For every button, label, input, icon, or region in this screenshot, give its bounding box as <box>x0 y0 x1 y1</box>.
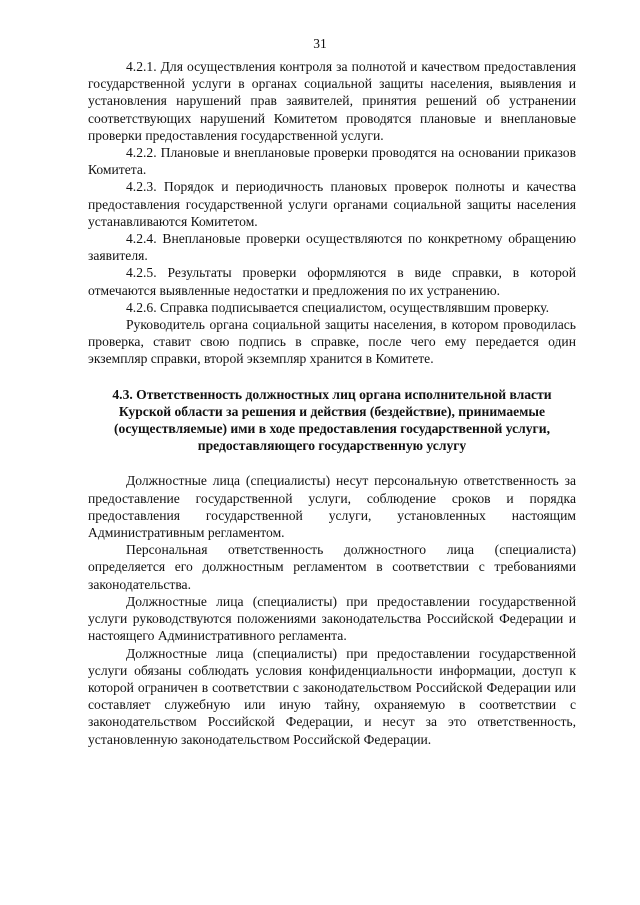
paragraph-head-signature: Руководитель органа социальной защиты населения, в котором проводилась проверка, ставит свою подпись в справке, после чего ему передается один экземпляр справки, второй экземпляр хранится в Комитете. <box>88 317 576 367</box>
paragraph-4-2-2: 4.2.2. Плановые и внеплановые проверки проводятся на основании приказов Комитета. <box>88 145 576 178</box>
section-heading-4-3: 4.3. Ответственность должностных лиц органа исполнительной власти Курской области за решения и действия (бездействие), принимаемые (осуществляемые) ими в ходе предоставления государственной услуги, предоставляющего государственную услугу <box>112 386 552 454</box>
document-body <box>88 58 576 748</box>
paragraph-confidentiality: Должностные лица (специалисты) при предоставлении государственной услуги обязаны соблюдать условия конфиденциальности информации, доступ к которой ограничен в соответствии с законодательством Российской Федерации или составляет служебную или иную тайну, охраняемую в соответствии с законодательством Российской Федерации, и несут за это ответственность, установленную законодательством Российской Федерации. <box>88 645 576 747</box>
paragraph-4-2-4: 4.2.4. Внеплановые проверки осуществляются по конкретному обращению заявителя. <box>88 231 576 264</box>
paragraph-4-2-3: 4.2.3. Порядок и периодичность плановых проверок полноты и качества предоставления государственной услуги органами социальной защиты населения устанавливаются Комитетом. <box>88 179 576 229</box>
paragraph-responsibility: Должностные лица (специалисты) несут персональную ответственность за предоставление государственной услуги, соблюдение сроков и порядка предоставления государственной услуги, установленных настоящим Административным регламентом. <box>88 473 576 541</box>
paragraph-4-2-1: 4.2.1. Для осуществления контроля за полнотой и качеством предоставления государственной услуги в органах социальной защиты населения, выявления и установления нарушений прав заявителей, принятия решений об устранении соответствующих нарушений Комитетом проводятся плановые и внеплановые проверки предоставления государственной услуги. <box>88 59 576 143</box>
paragraph-legislation: Должностные лица (специалисты) при предоставлении государственной услуги руководствуются положениями законодательства Российской Федерации и настоящего Административного регламента. <box>88 593 576 644</box>
page-number: 31 <box>313 36 327 51</box>
paragraph-4-2-6: 4.2.6. Справка подписывается специалистом, осуществлявшим проверку. <box>126 299 549 315</box>
paragraph-personal-responsibility: Персональная ответственность должностного лица (специалиста) определяется его должностным регламентом в соответствии с требованиями законодательства. <box>88 542 576 592</box>
paragraph-4-2-5: 4.2.5. Результаты проверки оформляются в виде справки, в которой отмечаются выявленные недостатки и предложения по их устранению. <box>88 265 576 298</box>
